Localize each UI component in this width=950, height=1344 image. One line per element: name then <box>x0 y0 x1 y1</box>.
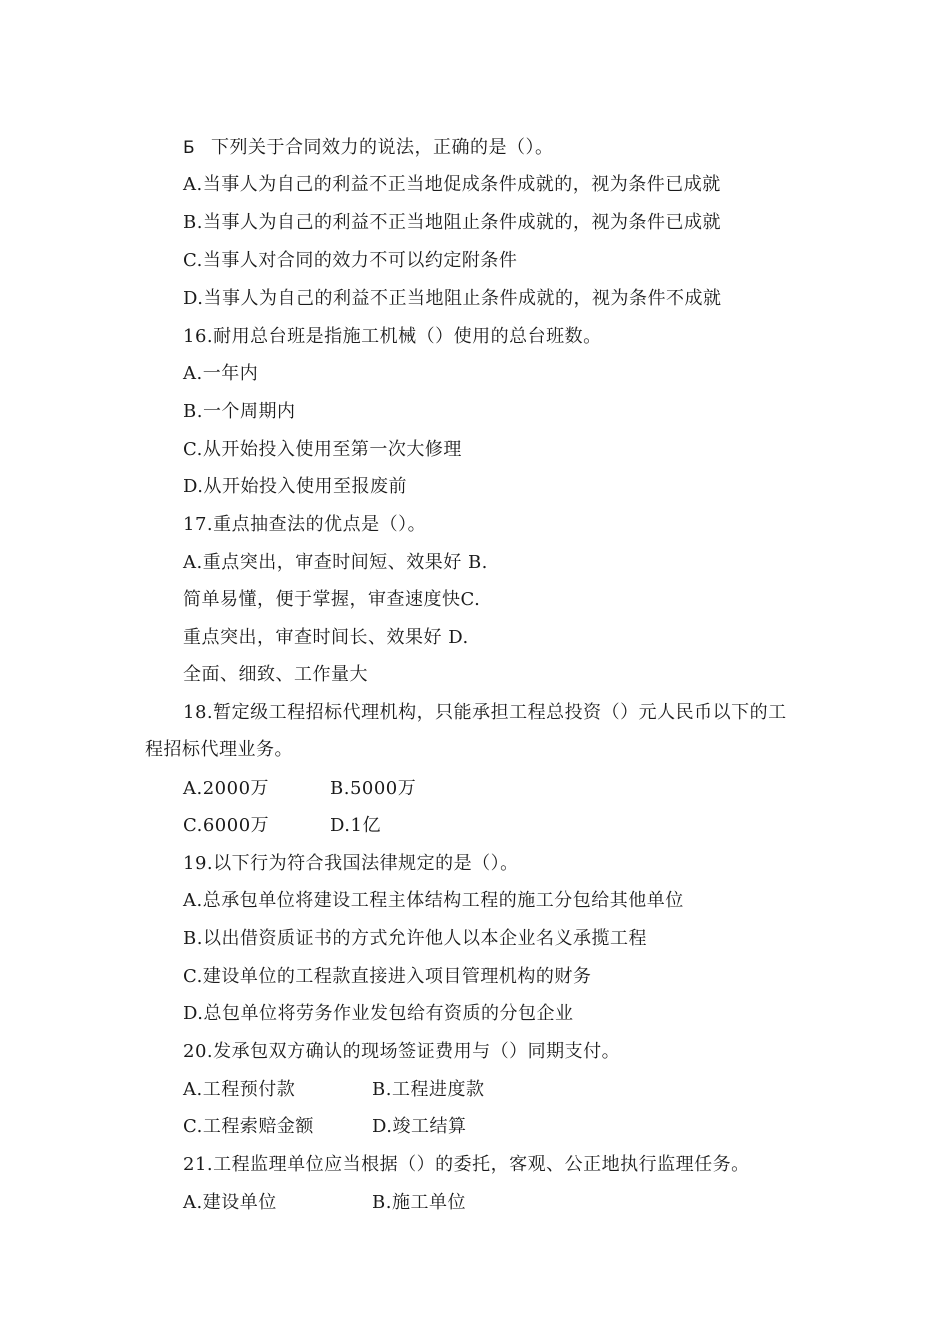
question-19-option-d: D.总包单位将劳务作业发包给有资质的分包企业 <box>183 1003 574 1024</box>
question-15-marker: Б <box>183 138 196 158</box>
question-17-line-4: 全面、细致、工作量大 <box>183 664 368 685</box>
question-20-option-b: B.工程进度款 <box>372 1079 485 1100</box>
question-21-option-a: A.建设单位 <box>183 1192 277 1213</box>
question-16-stem: 16.耐用总台班是指施工机械（）使用的总台班数。 <box>183 326 602 347</box>
question-17-line-1: A.重点突出，审查时间短、效果好 B. <box>183 552 488 573</box>
question-15-stem <box>183 133 554 163</box>
question-18-option-c: C.6000万 <box>183 815 270 836</box>
question-20-option-a: A.工程预付款 <box>183 1079 296 1100</box>
question-15-option-b: B.当事人为自己的利益不正当地阻止条件成就的，视为条件已成就 <box>183 212 721 233</box>
question-19-option-c: C.建设单位的工程款直接进入项目管理机构的财务 <box>183 966 592 987</box>
question-19-option-b: B.以出借资质证书的方式允许他人以本企业名义承揽工程 <box>183 928 647 949</box>
question-18-option-a: A.2000万 <box>183 778 270 799</box>
question-17-line-3: 重点突出，审查时间长、效果好 D. <box>183 627 469 648</box>
question-21-option-b: B.施工单位 <box>372 1192 466 1213</box>
question-16-option-a: A.一年内 <box>183 363 259 384</box>
question-20-option-c: C.工程索赔金额 <box>183 1116 314 1137</box>
question-18-stem-line-1: 18.暂定级工程招标代理机构，只能承担工程总投资（）元人民币以下的工 <box>183 702 787 723</box>
question-15-option-a: A.当事人为自己的利益不正当地促成条件成就的，视为条件已成就 <box>183 174 721 195</box>
question-17-stem: 17.重点抽查法的优点是（）。 <box>183 514 427 535</box>
question-15-option-d: D.当事人为自己的利益不正当地阻止条件成就的，视为条件不成就 <box>183 288 722 309</box>
question-19-stem: 19.以下行为符合我国法律规定的是（）。 <box>183 853 519 874</box>
question-16-option-b: B.一个周期内 <box>183 401 296 422</box>
question-21-stem: 21.工程监理单位应当根据（）的委托，客观、公正地执行监理任务。 <box>183 1154 750 1175</box>
question-19-option-a: A.总承包单位将建设工程主体结构工程的施工分包给其他单位 <box>183 890 684 911</box>
question-15-stem-text: 下列关于合同效力的说法，正确的是（）。 <box>211 137 554 158</box>
question-20-stem: 20.发承包双方确认的现场签证费用与（）同期支付。 <box>183 1041 621 1062</box>
question-18-stem-line-2: 程招标代理业务。 <box>145 739 293 760</box>
question-15-option-c: C.当事人对合同的效力不可以约定附条件 <box>183 250 518 271</box>
question-16-option-d: D.从开始投入使用至报废前 <box>183 476 408 497</box>
question-18-option-b: B.5000万 <box>330 778 417 799</box>
question-18-option-d: D.1亿 <box>330 815 381 836</box>
question-16-option-c: C.从开始投入使用至第一次大修理 <box>183 439 462 460</box>
question-17-line-2: 简单易懂，便于掌握，审查速度快C. <box>183 589 481 610</box>
question-20-option-d: D.竣工结算 <box>372 1116 467 1137</box>
